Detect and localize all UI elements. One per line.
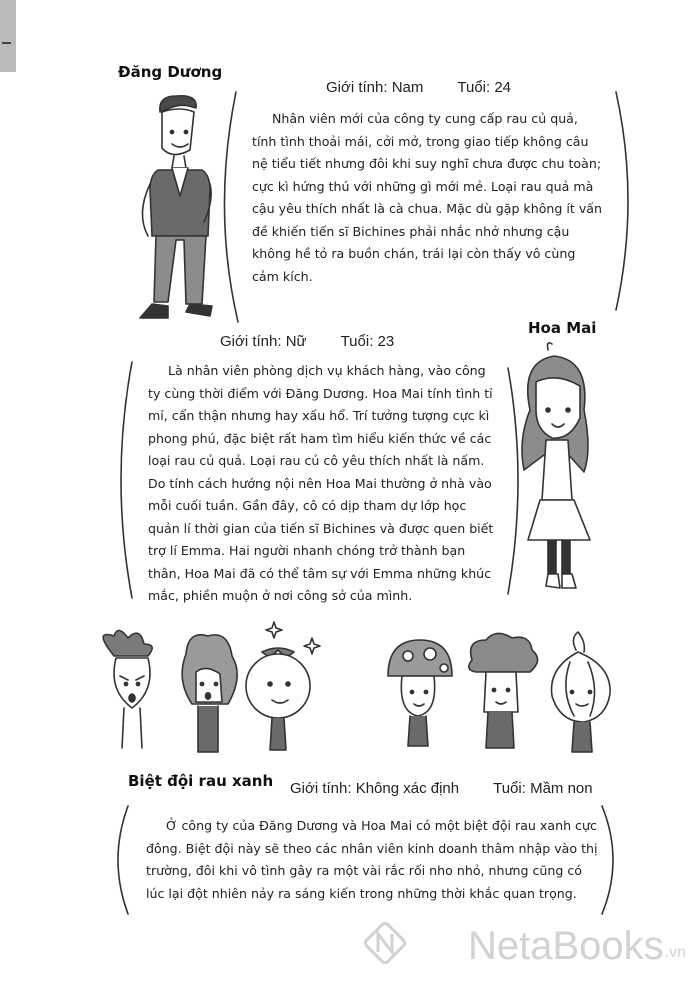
onion-character [552, 632, 611, 752]
age-label: Tuổi: Mầm non [493, 780, 593, 797]
cabbage-character [182, 635, 237, 752]
bracket-left-1 [224, 92, 238, 322]
watermark-brand: NetaBooks [467, 923, 664, 968]
netabooks-logo-icon [364, 922, 406, 964]
bracket-right-3 [602, 806, 613, 914]
bracket-right-1 [616, 92, 628, 310]
woman-illustration [522, 343, 590, 588]
netabooks-watermark [468, 918, 686, 974]
bracket-left-3 [118, 806, 128, 914]
character-description-dang-duong: Nhân viên mới của công ty cung cấp rau củ quả, tính tình thoải mái, cởi mở, trong giao tiếp không câu nệ tiểu tiết nhưng đôi khi suy nghĩ chưa được chu toàn; cực kì hứng thú với những gì mới mẻ. Loại rau quả mà cậu yêu thích nhất là cà chua. Mặc dù gặp không ít vấn đề khiến tiến sĩ Bichines phải nhắc nhở nhưng cậu không hề tỏ ra buồn chán, trái lại còn thấy vô cùng cảm kích. [252, 111, 602, 284]
character-name-hoa-mai: Hoa Mai [528, 319, 597, 337]
broccoli-character [469, 633, 538, 748]
watermark-suffix: .vn [664, 944, 686, 961]
character-description-biet-doi: Ở công ty của Đăng Dương và Hoa Mai có một biệt đội rau xanh cực đông. Biệt đội này sẽ theo các nhân viên kinh doanh thâm nhập vào thị trường, đôi khi vô tình gây ra một vài rắc rối nho nhỏ, nhưng cũng có lúc lại đột nhiên nảy ra sáng kiến trong những thời khắc quan trọng. [146, 818, 598, 901]
bracket-right-2 [508, 368, 518, 594]
beet-character [103, 630, 152, 748]
character-description-hoa-mai: Là nhân viên phòng dịch vụ khách hàng, vào công ty cùng thời điểm với Đăng Dương. Hoa Mai tính tình tỉ mỉ, cẩn thận nhưng hay xấu hổ. Trí tưởng tượng cực kì phong phú, đặc biệt rất ham tìm hiểu kiến thức về các loại rau củ quả. Loại rau củ cô yêu thích nhất là nấm. Do tính cách hướng nội nên Hoa Mai thường ở nhà vào mỗi cuối tuần. Gần đây, cô có dịp tham dự lớp học quản lí thời gian của tiến sĩ Bichines và được quen biết trợ lí Emma. Hai người nhanh chóng trở thành bạn thân, Hoa Mai đã có thể tâm sự với Emma những khúc mắc, phiền muộn ở nơi công sở của mình. [148, 363, 494, 603]
character-name-dang-duong: Đăng Dương [118, 63, 223, 81]
gender-label: Giới tính: Không xác định [290, 780, 460, 797]
bracket-left-2 [121, 362, 132, 598]
age-label: Tuổi: 23 [340, 333, 395, 350]
mushroom-character [388, 640, 452, 746]
gender-label: Giới tính: Nam [326, 79, 424, 96]
tomato-character [246, 622, 320, 750]
age-label: Tuổi: 24 [457, 79, 512, 96]
man-illustration [140, 96, 212, 318]
gender-label: Giới tính: Nữ [220, 333, 307, 350]
character-name-biet-doi-rau-xanh: Biệt đội rau xanh [128, 772, 274, 790]
